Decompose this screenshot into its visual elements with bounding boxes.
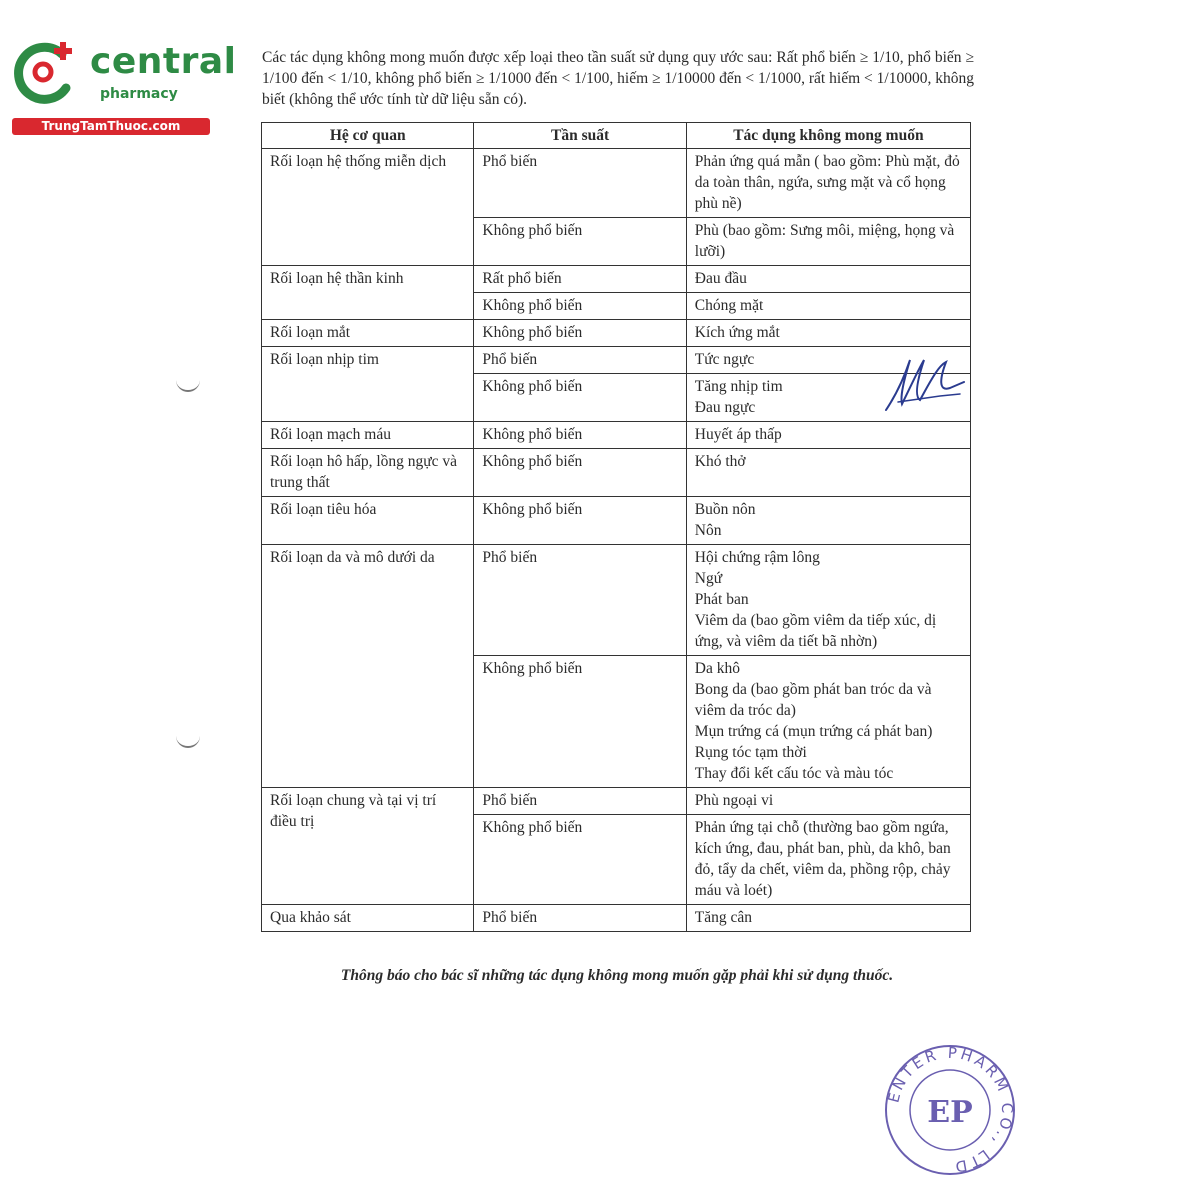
header-organ: Hệ cơ quan — [262, 123, 474, 149]
logo-cross-icon — [10, 38, 80, 108]
organ-cell: Rối loạn chung và tại vị trí điều trị — [262, 788, 474, 905]
effect-item: Phản ứng quá mẫn ( bao gồm: Phù mặt, đỏ da toàn thân, ngứa, sưng mặt và cổ họng phù nề) — [694, 153, 960, 212]
effects-cell — [686, 149, 970, 218]
table-row — [262, 497, 971, 545]
effect-item: Khó thở — [694, 453, 746, 470]
effects-cell — [686, 293, 970, 320]
effect-item: Hội chứng rậm lông — [694, 549, 820, 566]
effect-item: Tăng nhịp tim — [694, 378, 783, 395]
frequency-cell: Không phổ biến — [474, 374, 686, 422]
effect-item: Phát ban — [694, 591, 749, 608]
effect-item: Kích ứng mắt — [694, 324, 780, 341]
effect-item: Phù ngoại vi — [694, 792, 774, 809]
effects-cell — [686, 656, 970, 788]
table-header-row — [262, 123, 971, 149]
effect-item: Phù (bao gồm: Sưng môi, miệng, họng và lưỡi) — [694, 222, 955, 260]
frequency-cell: Phổ biến — [474, 905, 686, 932]
effects-cell — [686, 266, 970, 293]
effects-cell — [686, 320, 970, 347]
organ-cell: Qua khảo sát — [262, 905, 474, 932]
table-row — [262, 422, 971, 449]
brand-sub: pharmacy — [100, 86, 178, 102]
company-seal — [880, 1040, 1020, 1180]
effect-item: Viêm da (bao gồm viêm da tiếp xúc, dị ứng, và viêm da tiết bã nhờn) — [694, 612, 937, 650]
table-row — [262, 788, 971, 815]
effects-cell — [686, 905, 970, 932]
organ-cell: Rối loạn hệ thần kinh — [262, 266, 474, 320]
punch-hole — [176, 732, 200, 748]
effect-item: Đau đầu — [694, 270, 747, 287]
effect-item: Tăng cân — [694, 909, 753, 926]
brand-url: TrungTamThuoc.com — [12, 118, 210, 135]
frequency-cell: Không phổ biến — [474, 218, 686, 266]
table-row — [262, 320, 971, 347]
organ-cell: Rối loạn da và mô dưới da — [262, 545, 474, 788]
organ-cell: Rối loạn tiêu hóa — [262, 497, 474, 545]
footnote: Thông báo cho bác sĩ những tác dụng không mong muốn gặp phải khi sử dụng thuốc. — [340, 967, 894, 984]
effect-item: Chóng mặt — [694, 297, 764, 314]
table-body — [262, 149, 971, 932]
frequency-cell: Phổ biến — [474, 149, 686, 218]
frequency-cell: Rất phổ biến — [474, 266, 686, 293]
effects-cell — [686, 218, 970, 266]
seal-ring-text: ENTER PHARM CO., LTD — [884, 1043, 1017, 1177]
frequency-cell: Không phổ biến — [474, 320, 686, 347]
organ-cell: Rối loạn mắt — [262, 320, 474, 347]
effects-cell — [686, 422, 970, 449]
organ-cell: Rối loạn nhịp tim — [262, 347, 474, 422]
frequency-cell: Không phổ biến — [474, 497, 686, 545]
brand-logo — [10, 38, 237, 138]
organ-cell: Rối loạn mạch máu — [262, 422, 474, 449]
frequency-cell: Không phổ biến — [474, 656, 686, 788]
effect-item: Phản ứng tại chỗ (thường bao gồm ngứa, kích ứng, đau, phát ban, phù, da khô, ban đỏ, tẩy da chết, viêm da, phồng rộp, chảy máu và loét) — [694, 819, 951, 899]
effects-cell — [686, 497, 970, 545]
effect-item: Thay đổi kết cấu tóc và màu tóc — [694, 765, 894, 782]
effect-item: Tức ngực — [694, 351, 755, 368]
effect-item: Huyết áp thấp — [694, 426, 782, 443]
effects-cell — [686, 815, 970, 905]
frequency-cell: Không phổ biến — [474, 449, 686, 497]
signature-mark — [880, 352, 970, 422]
frequency-cell: Phổ biến — [474, 545, 686, 656]
seal-center: EP — [927, 1095, 973, 1130]
table-row — [262, 905, 971, 932]
effect-item: Mụn trứng cá (mụn trứng cá phát ban) — [694, 723, 933, 740]
table-row — [262, 149, 971, 218]
frequency-cell: Phổ biến — [474, 347, 686, 374]
effects-cell — [686, 788, 970, 815]
table-row — [262, 545, 971, 656]
effect-item: Buồn nôn — [694, 501, 756, 518]
side-effects-table — [261, 122, 971, 932]
header-frequency: Tần suất — [474, 123, 686, 149]
frequency-cell: Không phổ biến — [474, 293, 686, 320]
effect-item: Nôn — [694, 522, 722, 539]
effects-cell — [686, 545, 970, 656]
frequency-cell: Không phổ biến — [474, 815, 686, 905]
table-row — [262, 266, 971, 293]
header-effects: Tác dụng không mong muốn — [686, 123, 970, 149]
intro-paragraph: Các tác dụng không mong muốn được xếp loại theo tần suất sử dụng quy ước sau: Rất phổ biến ≥ 1/10, phổ biến ≥ 1/100 đến < 1/10, không phổ biến ≥ 1/1000 đến < 1/100, hiếm ≥ 1/10000 đến < 1/1000, rất hiếm < 1/10000, không biết (không thể ước tính từ dữ liệu sẵn có). — [262, 49, 974, 108]
table-row — [262, 347, 971, 374]
punch-hole — [176, 376, 200, 392]
frequency-cell: Không phổ biến — [474, 422, 686, 449]
effect-item: Da khô — [694, 660, 740, 677]
effect-item: Đau ngực — [694, 399, 756, 416]
effect-item: Bong da (bao gồm phát ban tróc da và viêm da tróc da) — [694, 681, 932, 719]
frequency-cell: Phổ biến — [474, 788, 686, 815]
organ-cell: Rối loạn hô hấp, lồng ngực và trung thất — [262, 449, 474, 497]
table-row — [262, 449, 971, 497]
organ-cell: Rối loạn hệ thống miễn dịch — [262, 149, 474, 266]
effect-item: Rụng tóc tạm thời — [694, 744, 807, 761]
effects-cell — [686, 449, 970, 497]
brand-name: central — [90, 41, 237, 82]
effect-item: Ngứ — [694, 570, 723, 587]
